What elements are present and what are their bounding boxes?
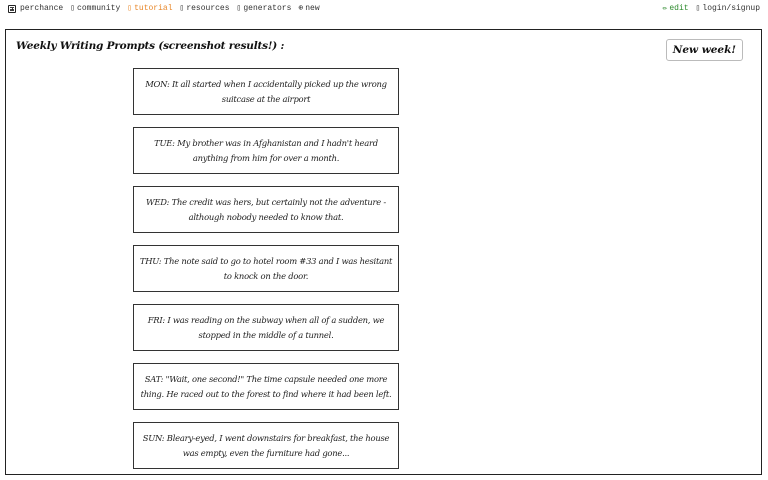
- prompt-card-thu: [133, 245, 399, 292]
- nav-login-link[interactable]: [696, 3, 760, 14]
- nav-perchance-label: perchance: [20, 4, 64, 13]
- nav-right-group: [663, 3, 760, 14]
- nav-community-link[interactable]: [70, 3, 120, 14]
- nav-community-label: community: [77, 4, 121, 13]
- nav-new-link[interactable]: [298, 3, 319, 14]
- book-icon: ▯: [127, 3, 133, 13]
- chat-icon: ▯: [70, 3, 76, 13]
- prompt-text: TUE: My brother was in Afghanistan and I hadn't heard anything from him for over a month.: [154, 138, 378, 163]
- generator-output-panel: [5, 29, 762, 475]
- prompt-card-tue: [133, 127, 399, 174]
- nav-perchance-link[interactable]: [8, 3, 63, 14]
- prompt-text: SAT: "Wait, one second!" The time capsule needed one more thing. He raced out to the forest to find where it had been left.: [140, 374, 392, 399]
- nav-edit-link[interactable]: [663, 3, 689, 14]
- nav-resources-link[interactable]: [180, 3, 230, 14]
- nav-generators-link[interactable]: [237, 3, 292, 14]
- new-week-button[interactable]: New week!: [666, 39, 743, 61]
- prompt-text: WED: The credit was hers, but certainly not the adventure - although nobody needed to know that.: [145, 197, 386, 222]
- nav-login-label: login/signup: [702, 4, 760, 13]
- prompt-text: THU: The note said to go to hotel room #33 and I was hesitant to knock on the door.: [139, 256, 393, 281]
- nav-new-label: new: [305, 4, 320, 13]
- prompt-card-wed: [133, 186, 399, 233]
- book-icon: ▯: [179, 3, 185, 13]
- nav-left-group: [8, 3, 320, 14]
- top-nav-bar: [0, 0, 768, 17]
- prompt-card-mon: [133, 68, 399, 115]
- nav-edit-label: edit: [669, 4, 689, 13]
- prompt-text: MON: It all started when I accidentally picked up the wrong suitcase at the airport: [145, 79, 387, 104]
- prompt-card-fri: [133, 304, 399, 351]
- prompt-card-sun: [133, 422, 399, 469]
- nav-generators-label: generators: [243, 4, 292, 13]
- prompt-text: SUN: Bleary-eyed, I went downstairs for breakfast, the house was empty, even the furniture had gone...: [142, 433, 390, 458]
- prompt-text: FRI: I was reading on the subway when all of a sudden, we stopped in the middle of a tunnel.: [147, 315, 385, 340]
- nav-tutorial-label: tutorial: [134, 4, 173, 13]
- user-icon: ▯: [695, 3, 701, 13]
- nav-tutorial-link[interactable]: [127, 3, 172, 14]
- plus-circle-icon: ⊕: [298, 3, 304, 13]
- prompt-card-sat: [133, 363, 399, 410]
- page-title: Weekly Writing Prompts (screenshot results!) :: [16, 40, 285, 52]
- pencil-icon: ✏: [662, 3, 668, 13]
- die-icon: [8, 5, 16, 13]
- nav-resources-label: resources: [186, 4, 230, 13]
- book-icon: ▯: [236, 3, 242, 13]
